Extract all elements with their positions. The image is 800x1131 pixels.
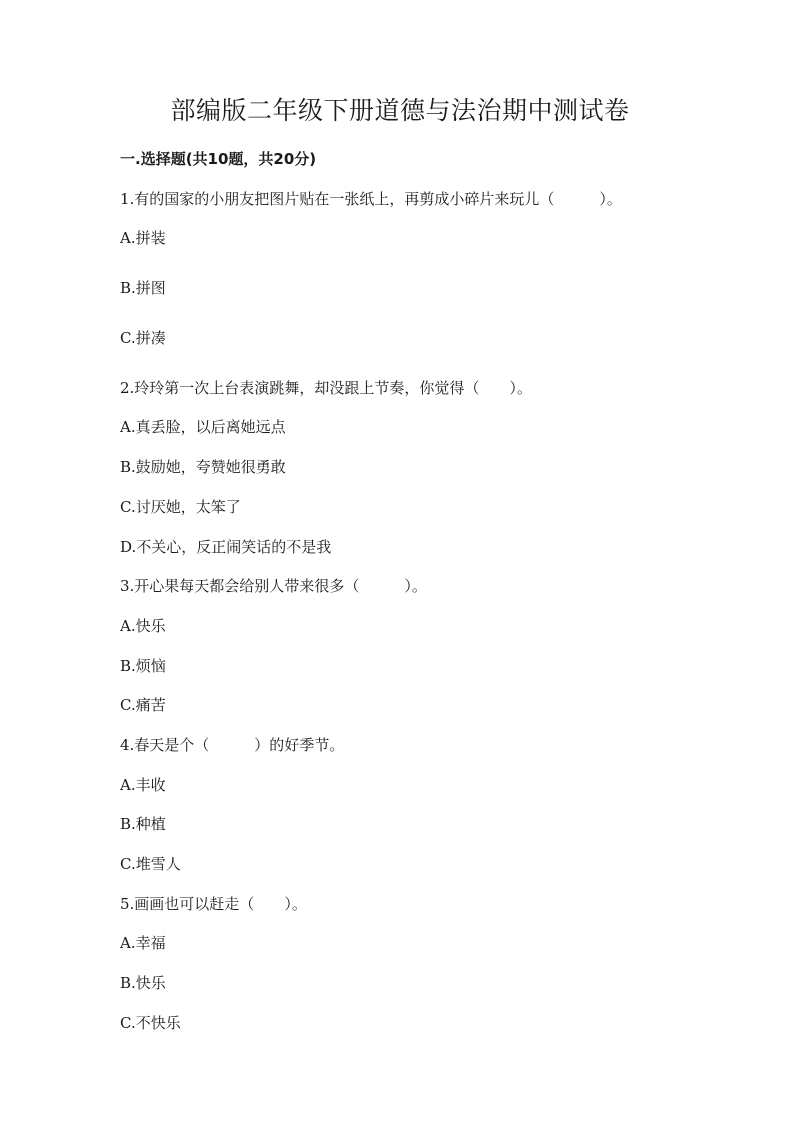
question-4-option-b: B.种植 (120, 815, 166, 833)
question-3-option-c: C.痛苦 (120, 696, 166, 714)
question-2-option-b: B.鼓励她，夸赞她很勇敢 (120, 458, 286, 476)
question-4-option-c: C.堆雪人 (120, 855, 181, 873)
question-1-stem: 1.有的国家的小朋友把图片贴在一张纸上，再剪成小碎片来玩儿（ ）。 (120, 190, 622, 208)
question-3-option-b: B.烦恼 (120, 657, 166, 675)
question-4-stem: 4.春天是个（ ）的好季节。 (120, 736, 345, 754)
question-1-option-b: B.拼图 (120, 279, 166, 297)
question-5-option-b: B.快乐 (120, 974, 166, 992)
question-5-option-a: A.幸福 (120, 934, 166, 952)
question-5-option-c: C.不快乐 (120, 1014, 181, 1032)
question-3-stem: 3.开心果每天都会给别人带来很多（ ）。 (120, 577, 427, 595)
question-1-option-c: C.拼凑 (120, 329, 166, 347)
question-1-option-a: A.拼装 (120, 229, 166, 247)
question-2-option-a: A.真丢脸，以后离她远点 (120, 418, 286, 436)
question-2-option-c: C.讨厌她，太笨了 (120, 498, 241, 516)
question-3-option-a: A.快乐 (120, 617, 166, 635)
section-heading-choice: 一.选择题(共10题，共20分) (120, 150, 317, 168)
question-5-stem: 5.画画也可以赶走（ ）。 (120, 895, 307, 913)
question-2-stem: 2.玲玲第一次上台表演跳舞，却没跟上节奏，你觉得（ ）。 (120, 379, 532, 397)
question-2-option-d: D.不关心，反正闹笑话的不是我 (120, 538, 332, 556)
question-4-option-a: A.丰收 (120, 776, 166, 794)
page-title: 部编版二年级下册道德与法治期中测试卷 (170, 96, 630, 125)
